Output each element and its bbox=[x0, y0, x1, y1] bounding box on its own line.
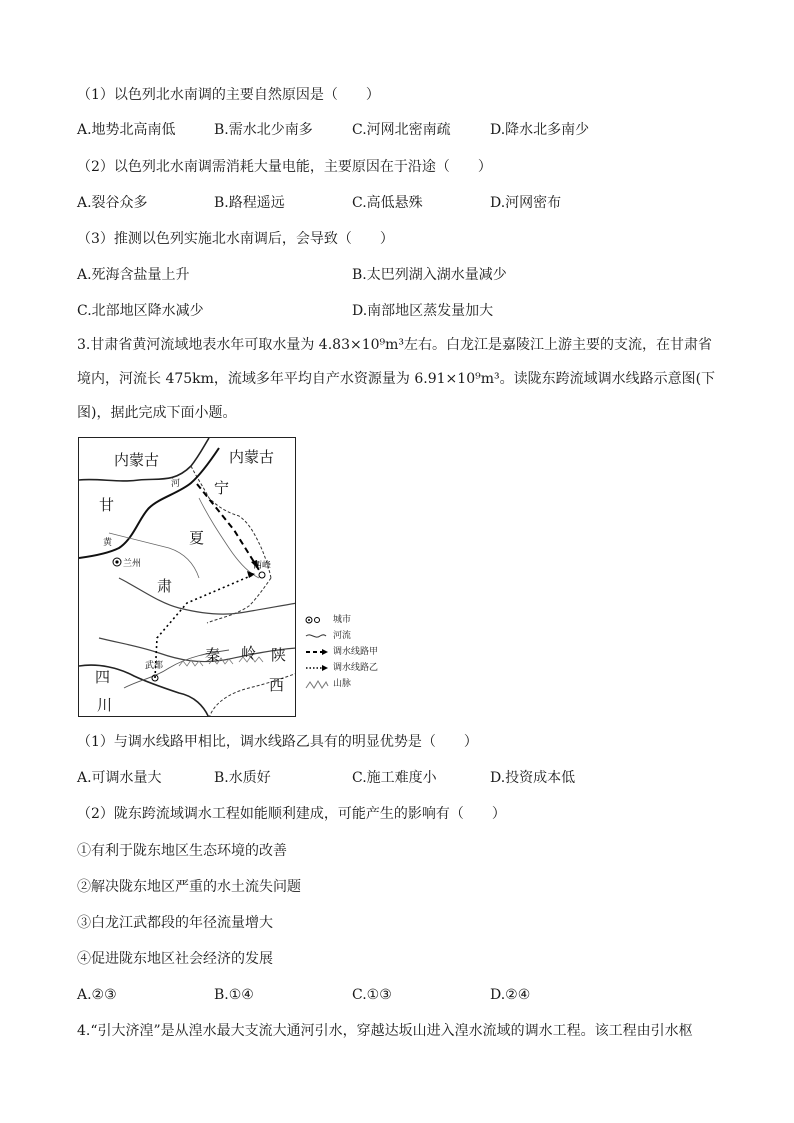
q3-s2-item-4: ④促进陇东地区社会经济的发展 bbox=[77, 951, 273, 967]
q2-s2-option-b: B.路程遥远 bbox=[214, 195, 285, 211]
label-wudu: 武都 bbox=[145, 661, 164, 671]
label-xifeng: 西峰 bbox=[253, 561, 272, 571]
q2-s1-stem: （1）以色列北水南调的主要自然原因是（ ） bbox=[77, 87, 380, 103]
label-gan: 甘 bbox=[99, 496, 115, 514]
q2-s3-stem: （3）推测以色列实施北水南调后，会导致（ ） bbox=[77, 231, 394, 247]
label-xi: 西 bbox=[269, 676, 285, 694]
route-b-arrow bbox=[247, 571, 255, 578]
river-2 bbox=[99, 638, 296, 662]
q3-s2-item-1: ①有利于陇东地区生态环境的改善 bbox=[77, 843, 287, 859]
q2-s3-option-d: D.南部地区蒸发量加大 bbox=[352, 303, 494, 319]
label-chuan: 川 bbox=[97, 696, 113, 714]
q3-s1-stem: （1）与调水线路甲相比，调水线路乙具有的明显优势是（ ） bbox=[77, 734, 478, 750]
label-su: 肃 bbox=[157, 577, 173, 595]
q3-s2-option-c: C.①③ bbox=[352, 987, 392, 1003]
q3-s2-option-b: B.①④ bbox=[214, 987, 254, 1003]
q3-s2-item-3: ③白龙江武都段的年径流量增大 bbox=[77, 915, 273, 931]
q3-s2-option-a: A.②③ bbox=[77, 987, 117, 1003]
q2-s2-option-a: A.裂谷众多 bbox=[77, 195, 148, 211]
map-canvas bbox=[79, 438, 296, 717]
q2-s3-option-c: C.北部地区降水减少 bbox=[77, 303, 204, 319]
legend-route-a-icon bbox=[305, 646, 329, 658]
q2-s1-option-b: B.需水北少南多 bbox=[214, 122, 313, 138]
legend-route-a-label: 调水线路甲 bbox=[333, 647, 379, 657]
label-nmg-right: 内蒙古 bbox=[229, 448, 275, 466]
river-4 bbox=[109, 533, 199, 578]
q2-s1-option-d: D.降水北多南少 bbox=[490, 122, 590, 138]
legend-city-label: 城市 bbox=[333, 615, 352, 625]
q3-s1-option-d: D.投资成本低 bbox=[490, 770, 576, 786]
q2-s3-option-b: B.太巴列湖入湖水量减少 bbox=[352, 267, 507, 283]
city-xifeng-marker bbox=[259, 572, 265, 578]
label-lanzhou: 兰州 bbox=[123, 559, 142, 569]
q3-s1-option-c: C.施工难度小 bbox=[352, 770, 437, 786]
q3-s2-item-2: ②解决陇东地区严重的水土流失问题 bbox=[77, 879, 301, 895]
label-qin: 秦 bbox=[205, 646, 221, 664]
q3-s2-stem: （2）陇东跨流域调水工程如能顺利建成，可能产生的影响有（ ） bbox=[77, 806, 506, 822]
q4-intro: 4.“引大济湟”是从湟水最大支流大通河引水，穿越达坂山进入湟水流域的调水工程。该工程由引水枢 bbox=[77, 1023, 693, 1039]
legend-route-b-label: 调水线路乙 bbox=[333, 663, 379, 673]
diversion-route-map bbox=[78, 437, 296, 717]
legend-river-label: 河流 bbox=[333, 631, 352, 641]
river-1 bbox=[119, 578, 296, 614]
label-ling: 岭 bbox=[241, 644, 257, 662]
legend-river-icon bbox=[305, 630, 327, 642]
q2-s1-option-c: C.河网北密南疏 bbox=[352, 122, 451, 138]
legend-mountain-icon bbox=[305, 678, 329, 690]
q2-s2-option-d: D.河网密布 bbox=[490, 195, 562, 211]
boundary-gansu-shaanxi bbox=[207, 578, 271, 623]
river-5 bbox=[199, 498, 259, 578]
label-si: 四 bbox=[95, 668, 111, 686]
legend-city-icon bbox=[305, 614, 325, 626]
q2-s1-option-a: A.地势北高南低 bbox=[77, 122, 176, 138]
q3-s1-option-a: A.可调水量大 bbox=[77, 770, 162, 786]
label-shan: 陕 bbox=[271, 646, 287, 664]
label-huang: 黄 bbox=[103, 538, 113, 548]
q3-s2-option-d: D.②④ bbox=[490, 987, 531, 1003]
label-he: 河 bbox=[171, 479, 181, 489]
legend-route-b-icon bbox=[305, 662, 329, 674]
label-nmg-left: 内蒙古 bbox=[114, 451, 160, 469]
city-lanzhou-marker bbox=[113, 558, 121, 566]
q3-s1-option-b: B.水质好 bbox=[214, 770, 271, 786]
q2-s2-option-c: C.高低悬殊 bbox=[352, 195, 423, 211]
q2-s2-stem: （2）以色列北水南调需消耗大量电能，主要原因在于沿途（ ） bbox=[77, 159, 492, 175]
legend-mountain-label: 山脉 bbox=[333, 679, 352, 689]
label-xia: 夏 bbox=[189, 529, 205, 547]
label-ning: 宁 bbox=[214, 479, 230, 497]
q2-s3-option-a: A.死海含盐量上升 bbox=[77, 267, 190, 283]
q3-intro: 3.甘肃省黄河流域地表水年可取水量为 4.83×10⁹m³左右。白龙江是嘉陵江上游主要的支流，在甘肃省境内，河流长 475km，流域多年平均自产水资源量为 6.91×10⁹m³。读陇东跨流域调水线路示意图(下图)，据此完成下面小题。 bbox=[77, 337, 716, 421]
